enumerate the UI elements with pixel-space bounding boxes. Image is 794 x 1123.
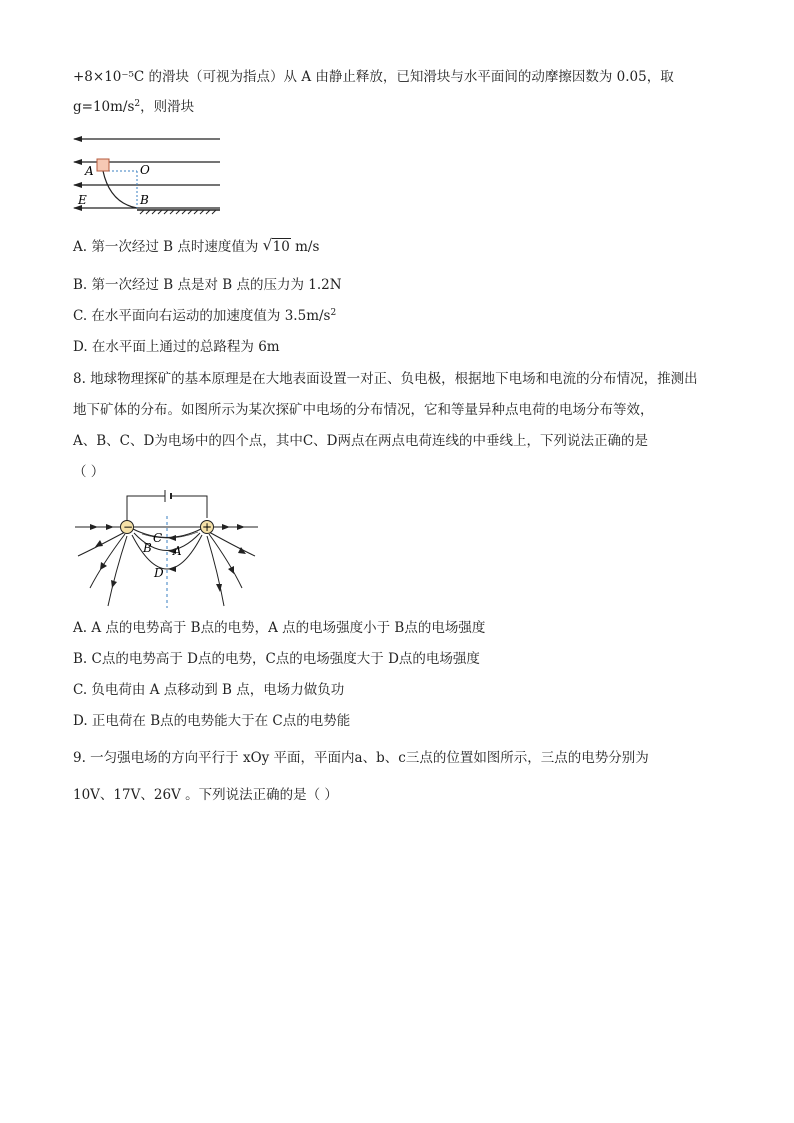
negative-charge-sign: − — [123, 520, 134, 534]
label-d: D — [154, 566, 164, 580]
q8-option-d: D. 正电荷在 B点的电势能大于在 C点的电势能 — [73, 713, 351, 729]
q8-option-b: B. C点的电势高于 D点的电势，C点的电场强度大于 D点的电场强度 — [73, 651, 480, 667]
q7-figure — [70, 128, 230, 218]
q9-stem-line-1: 9. 一匀强电场的方向平行于 xOy 平面，平面内a、b、c三点的位置如图所示，三点的电势分别为 — [73, 750, 649, 766]
q8-stem-line-1: 8. 地球物理探矿的基本原理是在大地表面设置一对正、负电极，根据地下电场和电流的分布情况，推测出 — [73, 371, 698, 387]
label-b: B — [140, 193, 149, 207]
q7-intro-line-1: +8×10⁻⁵C 的滑块（可视为指点）从 A 由静止释放，已知滑块与水平面间的动摩擦因数为 0.05，取 — [73, 69, 674, 85]
label-e: E — [78, 193, 87, 207]
q7-intro-line-2: $g=10m/s^2$，则滑块 — [73, 99, 195, 115]
q7-option-d: D. 在水平面上通过的总路程为 6m — [73, 339, 280, 355]
q8-stem-line-3: A、B、C、D为电场中的四个点，其中C、D两点在两点电荷连线的中垂线上，下列说法正确的是 — [73, 433, 648, 449]
q8-stem-line-4: （ ） — [73, 464, 105, 480]
positive-charge-sign: + — [202, 520, 213, 534]
label-o: O — [140, 163, 150, 177]
label-c: C — [153, 531, 163, 545]
q8-stem-line-2: 地下矿体的分布。如图所示为某次探矿中电场的分布情况，它和等量异种点电荷的电场分布等效， — [73, 402, 654, 418]
q8-option-c: C. 负电荷由 A 点移动到 B 点，电场力做负功 — [73, 682, 345, 698]
label-a: A — [173, 544, 182, 558]
field-line-right-3 — [207, 536, 224, 606]
slider-block — [97, 159, 109, 171]
wire-right — [171, 496, 207, 518]
q8-option-a: A. A 点的电势高于 B点的电势，A 点的电场强度小于 B点的电场强度 — [73, 620, 486, 636]
q7-option-a: A. 第一次经过 B 点时速度值为 √ 10 m/s — [73, 236, 320, 255]
label-a: A — [85, 164, 94, 178]
label-b: B — [143, 541, 152, 555]
q7-option-b: B. 第一次经过 B 点是对 B 点的压力为 1.2N — [73, 277, 342, 293]
q9-stem-line-2: 10V、17V、26V 。下列说法正确的是（ ） — [73, 787, 338, 803]
quarter-circle-track — [103, 171, 137, 208]
q7-option-c: C. 在水平面向右运动的加速度值为 $3.5m/s^2$ — [73, 308, 337, 324]
sqrt-symbol: √ 10 — [262, 236, 290, 255]
field-line-left-3 — [108, 536, 127, 606]
q8-figure — [70, 488, 270, 610]
